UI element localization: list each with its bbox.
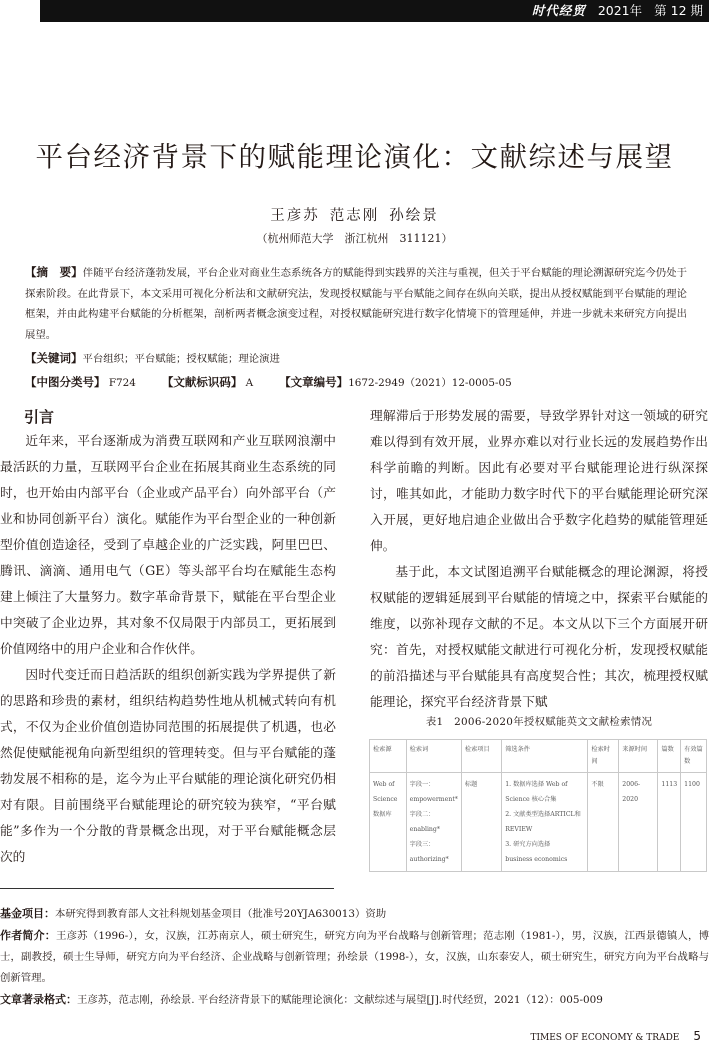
table-header-row (370, 740, 707, 773)
table-header-cell: 来源时间 (619, 740, 658, 773)
table-cell-item: 标题 (461, 773, 501, 872)
table-cell-count: 1113 (658, 773, 681, 872)
classification-value: F724 (108, 377, 136, 389)
page-title: 平台经济背景下的赋能理论演化：文献综述与展望 (35, 141, 674, 173)
table-cell-source-time: 2006-2020 (619, 773, 658, 872)
table-cell-source: Web of Science 数据库 (370, 773, 407, 872)
keywords (25, 350, 280, 366)
table-header-cell: 有效篇数 (681, 740, 707, 773)
page-footer (530, 1029, 701, 1043)
journal-name-en: TIMES OF ECONOMY & TRADE (530, 1033, 680, 1043)
table-header-cell: 检索时间 (588, 740, 619, 773)
section-heading-intro: 引言 (24, 408, 55, 426)
abstract (25, 262, 687, 345)
table-cell-terms: 字段一： empowerment* 字段二： enabling* 字段三： authorizing* (406, 773, 461, 872)
article-no-value: 1672-2949（2021）12-0005-05 (348, 377, 512, 389)
article-no-label: 【文章编号】 (279, 375, 349, 389)
table-header-cell: 检索词 (406, 740, 461, 773)
table-header-cell: 检索源 (370, 740, 407, 773)
keywords-label: 【关键词】 (25, 351, 83, 365)
journal-name: 时代经贸 (531, 3, 586, 18)
table-header-cell: 筛选条件 (502, 740, 588, 773)
author-bio-note: 作者简介：王彦苏（1996-），女，汉族，江苏南京人，硕士研究生，研究方向为平台战略与创新管理；范志刚（1981-），男，汉族，江西景德镇人，博士，副教授，硕士生导师，研究方向为平台经济、企业战略与创新管理；孙绘景（1998-），女，汉族，山东泰安人，硕士研究生，研究方向为平台战略与创新管理。 (0, 929, 709, 984)
table-row (370, 773, 707, 872)
paragraph: 理解滞后于形势发展的需要，导致学界针对这一领域的研究难以得到有效开展，业界亦难以对行业长远的发展趋势作出科学前瞻的判断。因此有必要对平台赋能理论进行纵深探讨，唯其如此，才能助力数字时代下的平台赋能理论研究深入开展，更好地启迪企业做出合乎数字化趋势的赋能管理延伸。 (370, 408, 708, 553)
abstract-label: 【摘 要】 (25, 265, 83, 279)
search-table (369, 739, 707, 872)
header-issue: 第 12 期 (654, 3, 703, 18)
body-column-left (0, 428, 336, 870)
citation-note: 文章著录格式：王彦苏，范志刚，孙绘景. 平台经济背景下的赋能理论演化：文献综述与展望[J].时代经贸，2021（12）：005-009 (0, 993, 603, 1006)
table-cell-valid: 1100 (681, 773, 707, 872)
table-cell-filters: 1. 数据库选择 Web of Science 核心合集 2. 文献类型选择ARTICL和REVIEW 3. 研究方向选择 business economics (502, 773, 588, 872)
author-name: 范志刚 (329, 208, 380, 224)
table-cell-search-time: 不限 (588, 773, 619, 872)
author-name: 孙绘景 (389, 208, 439, 224)
header-year: 2021年 (597, 3, 643, 18)
body-column-right (370, 403, 708, 715)
abstract-text: 伴随平台经济蓬勃发展，平台企业对商业生态系统各方的赋能得到实践界的关注与重视，但关于平台赋能的理论溯源研究迄今仍处于探索阶段。在此背景下，本文采用可视化分析法和文献研究法，发现授权赋能与平台赋能之间存在纵向关联，提出从授权赋能到平台赋能的理论框架，并由此构建平台赋能的分析框架，剖析两者概念演变过程，对授权赋能研究进行数字化情境下的管理延伸，并进一步就未来研究方向提出展望。 (25, 267, 688, 341)
paragraph: 因时代变迁而日趋活跃的组织创新实践为学界提供了新的思路和珍贵的素材，组织结构趋势性地从机械式转向有机式，不仅为企业价值创造协同范围的拓展提供了机遇，也必然促使赋能视角向新型组织的管理转变。但与平台赋能的蓬勃发展不相称的是，迄今为止平台赋能的理论演化研究仍相对有限。目前围绕平台赋能理论的研究较为狭窄，“平台赋能”多作为一个分散的背景概念出现，对于平台赋能概念层次的 (0, 667, 336, 864)
paragraph: 近年来，平台逐渐成为消费互联网和产业互联网浪潮中最活跃的力量，互联网平台企业在拓展其商业生态系统的同时，也开始由内部平台（企业或产品平台）向外部平台（产业和协同创新平台）演化。赋能作为平台型企业的一种创新型价值创造途径，受到了卓越企业的广泛实践，阿里巴巴、腾讯、滴滴、通用电气（GE）等头部平台均在赋能生态构建上倾注了大量努力。数字革命背景下，赋能在平台型企业中突破了企业边界，其对象不仅局限于内部员工，更拓展到价值网络中的用户企业和合作伙伴。 (0, 433, 336, 656)
table-header-cell: 篇数 (658, 740, 681, 773)
fund-note: 基金项目：本研究得到教育部人文社科规划基金项目（批准号20YJA630013）资助 (0, 907, 387, 920)
author-list (0, 204, 709, 225)
table-caption: 表1 2006-2020年授权赋能英文文献检索情况 (425, 716, 653, 728)
running-header (40, 0, 709, 22)
keywords-text: 平台组织；平台赋能；授权赋能；理论演进 (82, 353, 280, 365)
affiliation: （杭州师范大学 浙江杭州 311121） (256, 232, 453, 245)
table-header-cell: 检索项目 (461, 740, 501, 773)
article-meta (25, 374, 512, 390)
author-name: 王彦苏 (270, 208, 320, 224)
footnotes (0, 903, 709, 1011)
classification-label: 【中图分类号】 (25, 375, 106, 389)
paragraph: 基于此，本文试图追溯平台赋能概念的理论渊源，将授权赋能的逻辑延展到平台赋能的情境之中，探索平台赋能的维度，以弥补现存文献的不足。本文从以下三个方面展开研究：首先，对授权赋能文献进行可视化分析，发现授权赋能的前沿描述与平台赋能具有高度契合性；其次，梳理授权赋能理论，探究平台经济背景下赋 (370, 564, 708, 709)
page-number: 5 (693, 1029, 701, 1043)
doc-code-label: 【文献标识码】 (161, 375, 243, 389)
footnote-divider (0, 888, 334, 889)
doc-code-value: A (245, 377, 254, 389)
